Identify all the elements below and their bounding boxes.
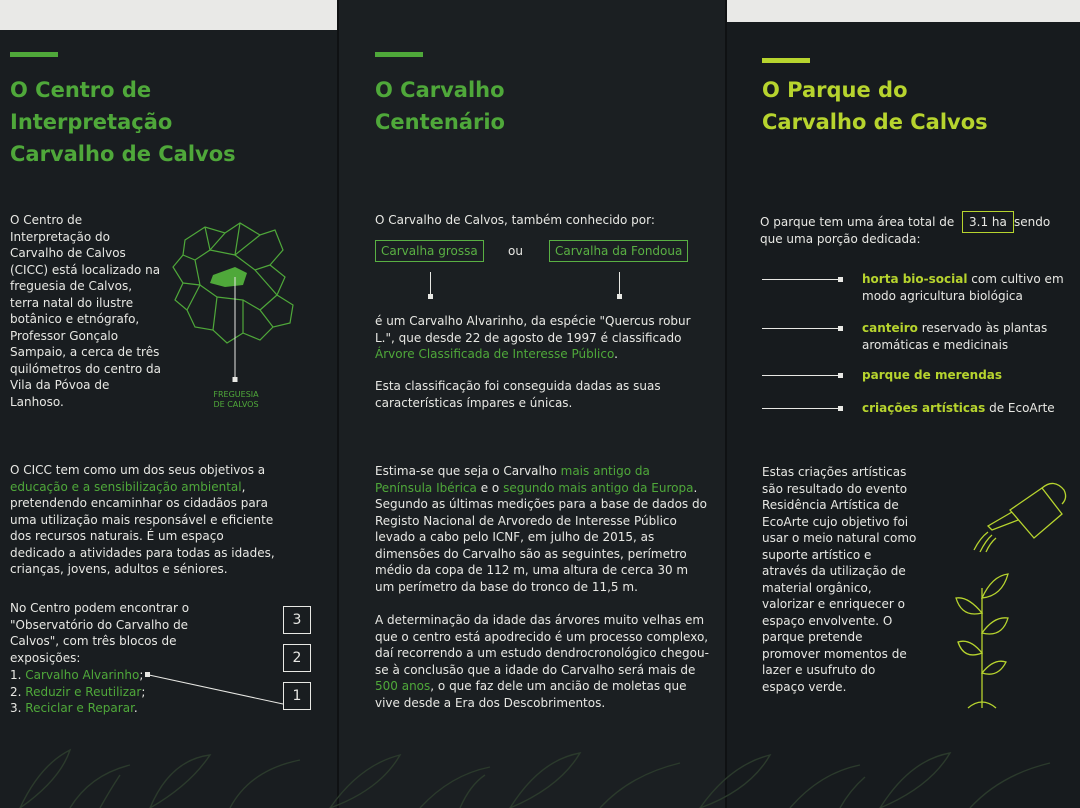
- highlight-text: segundo mais antigo da Europa: [503, 480, 694, 495]
- col2-title-line: Centenário: [375, 110, 505, 134]
- col3-art-text: Estas criações artísticas são resultado do evento Residência Artística de EcoArte cujo objetivo foi usar o meio natural como suporte artístico e através da utilização de material orgânico, valorizar e enriquecer o espaço envolvente. O parque pretende promover momentos de lazer e usufruto do espaço verde.: [762, 465, 917, 694]
- feature-dot: [838, 373, 843, 378]
- highlight-text: mais antigo da Península Ibérica: [375, 464, 650, 495]
- text-fragment: , pretendendo encaminhar os cidadãos para uma utilização mais responsável e eficiente dos recursos naturais. É um espaço dedicado a atividades para todas as idades, crianças, jovens, adultos e séniores.: [10, 479, 275, 576]
- text-fragment: é um Carvalho Alvarinho, da espécie "Quercus robur L.", que desde 22 de agosto de 1997 é classificado: [375, 314, 691, 345]
- fold-line: [337, 0, 339, 808]
- feature-highlight: horta bio-social: [862, 272, 968, 286]
- feature-line: [762, 328, 840, 329]
- highlight-text: educação e a sensibilização ambiental: [10, 479, 242, 494]
- feature-item: [862, 320, 1072, 353]
- feature-text: reservado às plantas aromáticas e medicinais: [862, 321, 1048, 352]
- pointer-line: [145, 670, 285, 710]
- leaf-pattern-decoration: [0, 735, 1080, 808]
- map-label: [204, 390, 268, 410]
- area-pre: O parque tem uma área total de: [760, 215, 955, 229]
- feature-text: com cultivo em modo agricultura biológica: [862, 272, 1064, 303]
- text-fragment: , o que faz dele um ancião de moletas que vive desde a Era dos Descobrimentos.: [375, 679, 687, 710]
- item-sep: .: [133, 701, 138, 715]
- item-number: 3.: [10, 701, 22, 715]
- text-fragment: O CICC tem como um dos seus objetivos a: [10, 463, 266, 477]
- item-number: 1.: [10, 668, 22, 682]
- feature-highlight: parque de merendas: [862, 368, 1003, 382]
- feature-line: [762, 375, 840, 376]
- col2-title: [375, 74, 505, 138]
- area-value-box: 3.1 ha: [962, 211, 1014, 233]
- area-post-1: sendo: [1014, 215, 1051, 229]
- exhibit-block-box: 1: [283, 682, 311, 710]
- col3-title-line: Carvalho de Calvos: [762, 110, 988, 134]
- or-label: ou: [508, 244, 523, 258]
- col2-classification: Esta classificação foi conseguida dadas as suas características ímpares e únicas.: [375, 379, 661, 410]
- fold-line: [725, 0, 727, 808]
- exhibit-block-box: 3: [283, 606, 311, 634]
- item-label: Reciclar e Reparar: [25, 701, 134, 715]
- area-post-2: que uma porção dedicada:: [760, 232, 921, 246]
- col3-title: [762, 74, 988, 138]
- col2-known-as: O Carvalho de Calvos, também conhecido por:: [375, 213, 655, 227]
- title-accent-bar: [10, 52, 58, 57]
- text-fragment: Estima-se que seja o Carvalho: [375, 464, 557, 478]
- item-label: Reduzir e Reutilizar: [25, 684, 142, 699]
- item-label: Carvalho Alvarinho: [25, 668, 140, 682]
- calvos-map-icon: [165, 215, 315, 395]
- feature-dot: [838, 277, 843, 282]
- feature-dot: [838, 406, 843, 411]
- watering-can-icon: [972, 480, 1072, 552]
- col2-age: [375, 463, 710, 595]
- feature-line: [762, 279, 840, 280]
- item-sep: ;: [141, 684, 146, 699]
- feature-text: de EcoArte: [985, 401, 1055, 415]
- name-box-carvalha-grossa: Carvalha grossa: [375, 240, 484, 262]
- exhibit-block-box: 2: [283, 644, 311, 672]
- highlight-text: Árvore Classificada de Interesse Público: [375, 347, 615, 361]
- title-accent-bar: [762, 58, 810, 63]
- col1-title-line: O Centro de: [10, 78, 152, 102]
- col1-intro: O Centro de Interpretação do Carvalho de Calvos (CICC) está localizado na freguesia de Calvos, terra natal do ilustre botânico e etnógrafo, Professor Gonçalo Sampaio, a cerca de três quilómetros do centro da Vila da Póvoa de Lanhoso.: [10, 213, 161, 409]
- col1-title-line: Carvalho de Calvos: [10, 142, 236, 166]
- col2-dendro: [375, 612, 710, 711]
- col2-species: [375, 313, 710, 363]
- text-fragment: e o: [480, 480, 500, 495]
- feature-highlight: criações artísticas: [862, 401, 986, 415]
- feature-item: [862, 400, 1072, 417]
- feature-highlight: canteiro: [862, 321, 918, 335]
- feature-line: [762, 408, 840, 409]
- name-box-carvalha-fondoua: Carvalha da Fondoua: [549, 240, 688, 262]
- connector-dot: [617, 294, 622, 299]
- title-accent-bar: [375, 52, 423, 57]
- col1-title-line: Interpretação: [10, 110, 173, 134]
- col1-objective: [10, 462, 282, 578]
- item-number: 2.: [10, 684, 22, 699]
- text-fragment: . Segundo as últimas medições para a base de dados do Registo Nacional de Arvoredo de Interesse Público levado a cabo pelo ICNF, em julho de 2015, as dimensões do Carvalho são as seguintes, perímetro médio da copa de 112 m, uma altura de cerca 30 m um perímetro da base do tronco de 11,5 m.: [375, 480, 707, 594]
- col3-title-line: O Parque do: [762, 78, 908, 102]
- connector-line: [619, 272, 620, 296]
- text-fragment: .: [614, 347, 618, 361]
- col1-title: [10, 74, 236, 170]
- connector-line: [430, 272, 431, 296]
- feature-dot: [838, 326, 843, 331]
- map-label-line: DE CALVOS: [213, 400, 259, 409]
- text-fragment: A determinação da idade das árvores muito velhas em que o centro está apodrecido é um processo complexo, daí recorrendo a um estudo dendrocronológico chegou-se à conclusão que a idade do Carvalho será mais de: [375, 613, 709, 677]
- connector-dot: [428, 294, 433, 299]
- col2-title-line: O Carvalho: [375, 78, 505, 102]
- feature-item: [862, 271, 1072, 304]
- col1-blocks-intro: No Centro podem encontrar o "Observatório do Carvalho de Calvos", com três blocos de exposições:: [10, 601, 190, 665]
- growing-plant-icon: [952, 568, 1012, 713]
- item-sep: ;: [139, 668, 144, 682]
- highlight-text: 500 anos: [375, 679, 431, 693]
- feature-item: [862, 367, 1072, 384]
- map-label-line: FREGUESIA: [213, 390, 259, 399]
